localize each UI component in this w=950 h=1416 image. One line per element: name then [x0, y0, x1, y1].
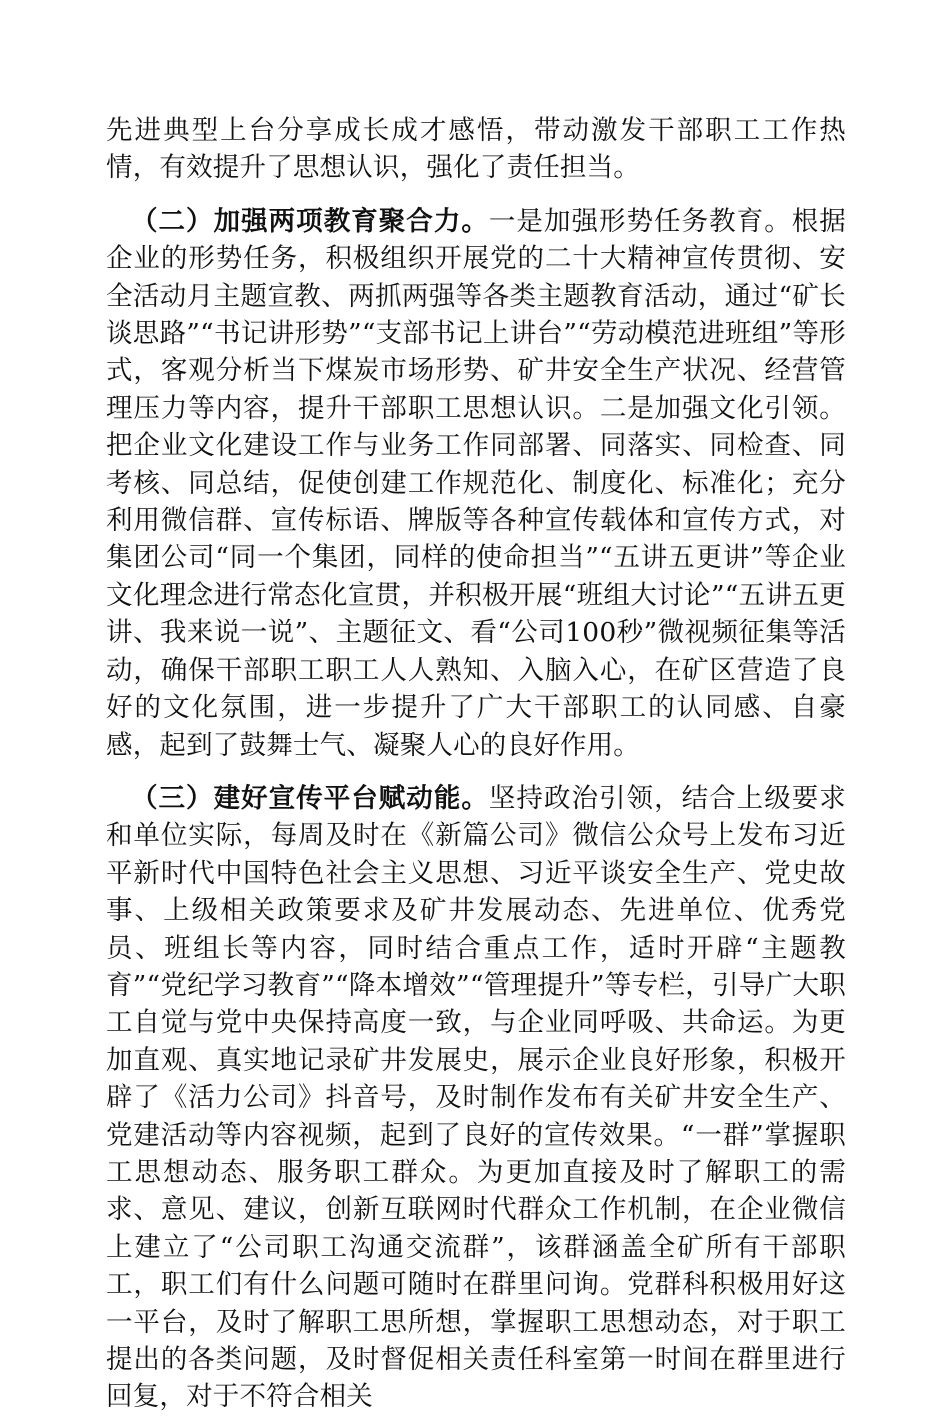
- paragraph-section-two: [106, 203, 846, 764]
- paragraph-section-three: [106, 780, 846, 1416]
- paragraph-text: 先进典型上台分享成长成才感悟，带动激发干部职工工作热情，有效提升了思想认识，强化了责任担当。: [106, 115, 846, 184]
- paragraph-text: 坚持政治引领，结合上级要求和单位实际，每周及时在《新篇公司》微信公众号上发布习近平新时代中国特色社会主义思想、习近平谈安全生产、党史故事、上级相关政策要求及矿井发展动态、先进单位、优秀党员、班组长等内容，同时结合重点工作，适时开辟“主题教育”“党纪学习教育”“降本增效”“管理提升”等专栏，引导广大职工自觉与党中央保持高度一致，与企业同呼吸、共命运。为更加直观、真实地记录矿井发展史，展示企业良好形象，积极开辟了《活力公司》抖音号，及时制作发布有关矿井安全生产、党建活动等内容视频，起到了良好的宣传效果。“一群”掌握职工思想动态、服务职工群众。为更加直接及时了解职工的需求、意见、建议，创新互联网时代群众工作机制，在企业微信上建立了“公司职工沟通交流群”，该群涵盖全矿所有干部职工，职工们有什么问题可随时在群里问询。党群科积极用好这一平台，及时了解职工思所想，掌握职工思想动态，对于职工提出的各类问题，及时督促相关责任科室第一时间在群里进行回复，对于不符合相关: [106, 782, 846, 1413]
- document-body: [106, 112, 846, 1416]
- paragraph-text: 一是加强形势任务教育。根据企业的形势任务，积极组织开展党的二十大精神宣传贯彻、安全活动月主题宣教、两抓两强等各类主题教育活动，通过“矿长谈思路”“书记讲形势”“支部书记上讲台”“劳动模范进班组”等形式，客观分析当下煤炭市场形势、矿井安全生产状况、经营管理压力等内容，提升干部职工思想认识。二是加强文化引领。把企业文化建设工作与业务工作同部署、同落实、同检查、同考核、同总结，促使创建工作规范化、制度化、标准化；充分利用微信群、宣传标语、牌版等各种宣传载体和宣传方式，对集团公司“同一个集团，同样的使命担当”“五讲五更讲”等企业文化理念进行常态化宣贯，并积极开展“班组大讨论”“五讲五更讲、我来说一说”、主题征文、看“公司100秒”微视频征集等活动，确保干部职工职工人人熟知、入脑入心，在矿区营造了良好的文化氛围，进一步提升了广大干部职工的认同感、自豪感，起到了鼓舞士气、凝聚人心的良好作用。: [106, 205, 846, 761]
- section-heading-two: （二）加强两项教育聚合力。: [131, 205, 489, 237]
- section-heading-three: （三）建好宣传平台赋动能。: [131, 782, 489, 814]
- paragraph-continuation: [106, 112, 846, 187]
